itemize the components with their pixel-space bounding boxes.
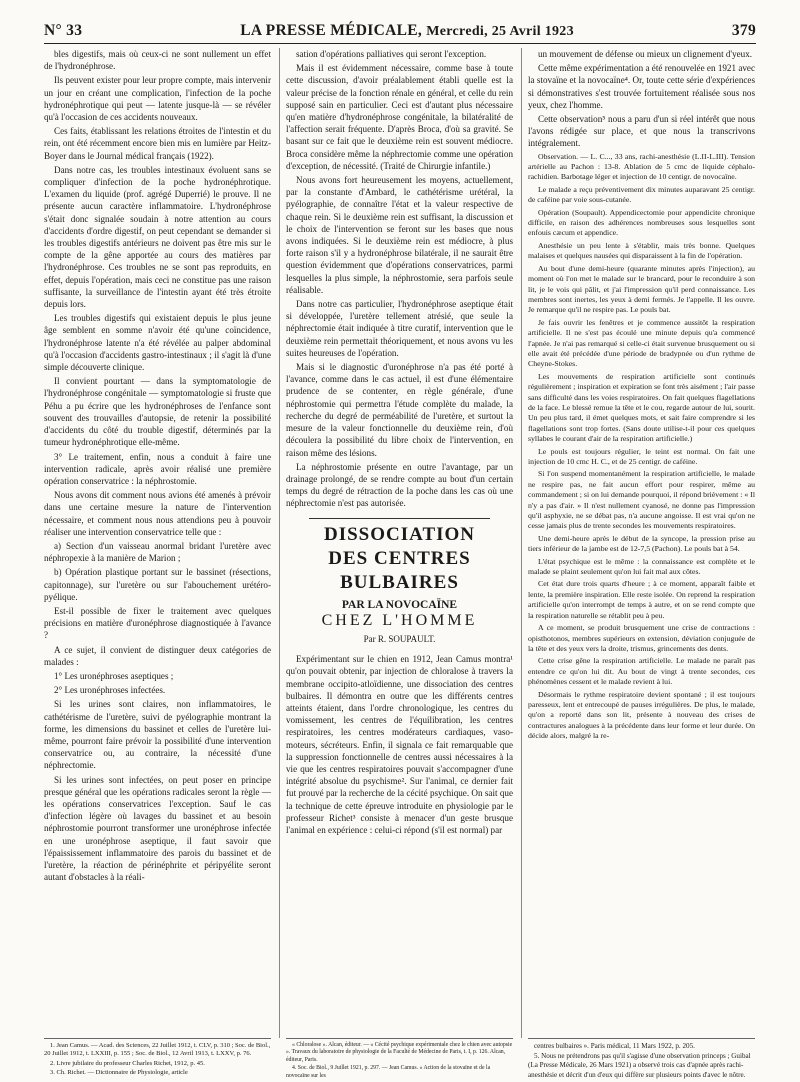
paragraph: Nous avons dit comment nous avions été amenés à prévoir dans une certaine mesure la nature de l'intervention nécessaire, et comment nous nous attendions peu à pouvoir réaliser une intervention conservatrice telle que : xyxy=(44,490,271,537)
paragraph: Cette observation⁵ nous a paru d'un si réel intérêt que nous l'avons rédigée sur place, et que nous la transcrivons intégralement. xyxy=(528,114,755,149)
observation-paragraph: Le malade a reçu préventivement dix minutes auparavant 25 centigr. de caféine par voie sous-cutanée. xyxy=(528,184,755,205)
footnotes-column-3 xyxy=(528,1038,755,1081)
column-2-top xyxy=(286,48,513,510)
paragraph: 3° Le traitement, enfin, nous a conduit à faire une intervention radicale, après avoir réalisé une première opération conservatrice : la néphrostomie. xyxy=(44,451,271,486)
footnote: 5. Nous ne prétendrons pas qu'il s'agisse d'une observation princeps ; Guibal (La Presse Médicale, 26 Mars 1921) a observé trois cas d'apnée après rachi-anesthésie et décrit d'un d'eux qui diffère sur plusieurs points d'avec le nôtre. xyxy=(528,1052,751,1079)
paragraph: Nous avons fort heureusement les moyens, actuellement, par la constante d'Ambard, le cathétérisme urétéral, la pyélographie, de connaître l'état et la valeur respective de chaque rein. Si le deuxième rein est suffisant, la discussion et le choix de l'intervention se feront sur les bases que nous avons indiquées. Si le deuxième rein est médiocre, à plus forte raison s'il y a hydronéphrose bilatérale, il ne saurait être question évidemment que d'opérations conservatrices, parmi lesquelles la plus simple, la néphrostomie, sera parfois seule réalisable. xyxy=(286,175,513,295)
issue-date: Mercredi, 25 Avril 1923 xyxy=(426,24,574,39)
paragraph: Il convient pourtant — dans la symptomatologie de l'hydronéphrose congénitale — symptomatologie si fruste que Péhu a pu écrire que les hydronéphroses de l'enfance sont souvent des trouvailles d'autopsie, de retenir la possibilité d'accidents du côté du trouble digestif, déterminés par la tumeur hydronéphrotique elle-même. xyxy=(44,376,271,448)
observation-paragraph: Le pouls est toujours régulier, le teint est normal. On fait une injection de 10 cmc H. C., et de 25 centigr. de caféine. xyxy=(528,446,755,466)
column-2 xyxy=(286,48,513,838)
heading-rule xyxy=(309,518,491,519)
column-3-text xyxy=(528,48,755,150)
observation-paragraph: Je fais ouvrir les fenêtres et je commence aussitôt la respiration artificielle. Il ne s'est pas écoulé une minute depuis qu'a commencé l'apnée. Je n'ai pas remarqué si celle-ci était survenue brusquement ou si elle avait été précédée d'une période de bradypnée ou d'un rythme de Cheyne-Stokes. xyxy=(528,317,755,369)
observation-paragraph: Les mouvements de respiration artificielle sont continués régulièrement ; inspiration et expiration se font très aisément ; l'air passe sans difficulté dans les voies respiratoires. On fait quelques flagellations de la face. Le blessé remue la tête et le cou, regarde autour de lui, sourit. Un peu plus tard, il émet quelques mots, et sait faire comprendre si les flagellations sont trop fortes. (Sans doute utilise-t-il pour ces quelques syllabes le courant d'air de la respiration artificielle.) xyxy=(528,371,755,444)
paragraph: Si les urines sont infectées, on peut poser en principe presque général que les opérations radicales seront la règle — les opérations conservatrices l'exception. Sauf le cas d'infection légère où lavages du bassinet et au besoin néphrostomie pourront transformer une uronéphrose infectée en une uronéphrose aseptique, il faut savoir que l'épaississement inflammatoire des parois du bassinet et de l'uretère, la réaction de périnéphrite et péripyélite seront autant d'obstacles à la réali- xyxy=(44,774,271,883)
journal-title xyxy=(240,22,574,40)
footnote: 4. Soc. de Biol., 9 Juillet 1921, p. 297. — Jean Camus. « Action de la stovaïne et de la novocaïne sur les xyxy=(286,1065,491,1079)
page-number: 379 xyxy=(731,22,756,39)
observation-paragraph: Cet état dure trois quarts d'heure ; à ce moment, apparaît faible et lente, la première inspiration. Elle reste isolée. On reprend la respiration artificielle qu'on interrompt de temps à autre, et on se rend compte que la respiration naturelle se rétablit peu à peu. xyxy=(528,579,755,620)
paragraph: un mouvement de défense ou mieux un clignement d'yeux. xyxy=(538,49,753,59)
article-author: Par R. SOUPAULT. xyxy=(363,633,436,644)
footnote: 1. Jean Camus. — Acad. des Sciences, 22 Juillet 1912, t. CLV, p. 310 ; Soc. de Biol., 20 Juillet 1912, t. LXXIII, p. 155 ; Soc. de Biol., 12 Avril 1913, t. LXXV, p. 76. xyxy=(44,1042,271,1058)
paragraph: 2° Les uronéphroses infectées. xyxy=(54,685,166,696)
observation-paragraph: Anesthésie un peu lente à s'établir, mais très bonne. Quelques malaises et quelques nausées qui disparaissent à la fin de l'opération. xyxy=(528,240,755,261)
observation-paragraph: Désormais le rythme respiratoire devient spontané ; il est toujours paresseux, lent et entrecoupé de pauses irrégulières. De plus, le malade, qu'on a reporté dans son lit, présente à nouveau des crises de contractures analogues à la précédente dans leur forme et leur durée. On décide alors, malgré la re- xyxy=(528,689,755,741)
article-title-line1: DISSOCIATION xyxy=(323,523,476,545)
paragraph: Dans notre cas particulier, l'hydronéphrose aseptique était si développée, l'uretère tellement atrésié, que seule la néphrectomie était indiquée à titre curatif, intervention que le deuxième rein permettait théoriquement, et nous avons vu les suites heureuses de l'opération. xyxy=(286,299,513,358)
paragraph: bles digestifs, mais où ceux-ci ne sont nullement un effet de l'hydronéphrose. xyxy=(44,49,271,72)
paragraph: La néphrostomie présente en outre l'avantage, par un drainage prolongé, de se rendre compte au bout d'un certain temps du degré de rétraction de la poche dans les cas où une néphrectomie n'est pas autorisée. xyxy=(286,461,513,509)
footnote: 3. Ch. Richet. — Dictionnaire de Physiologie, article xyxy=(50,1069,188,1077)
paragraph: Cette même expérimentation a été renouvelée en 1921 avec la stovaïne et la novocaïne⁴. Or, toute cette série d'expériences si démonstratives s'est trouvée fortuitement réalisée sous nos yeux, chez l'homme. xyxy=(528,63,755,110)
column-rule xyxy=(521,48,522,1038)
paragraph: Dans notre cas, les troubles intestinaux évoluent sans se compliquer d'infection de la poche hydronéphrotique. L'examen du liquide (prof. agrégé Duperrié) le prouve. Il ne présente aucun caractère inflammatoire. L'hydronéphrose s'était donc signalée soudain à notre attention au cours d'accidents d'ordre digestif, on peut cependant se demander si les troubles digestifs antérieurs ne doivent pas être mis sur le compte de la gêne apportée au cours des matières par l'hydronéphrose. Ces troubles ne se sont pas reproduits, en effet, depuis l'opération, mais ceci ne constitue pas une raison suffisante, la surveillance de l'intestin ayant été très étroite depuis lors. xyxy=(44,164,271,310)
paragraph: Est-il possible de fixer le traitement avec quelques précisions en matière d'uronéphrose diagnostiquée à l'avance ? xyxy=(44,605,271,641)
observation-paragraph: Si l'on suspend momentanément la respiration artificielle, le malade ne respire pas, ne fait aucun effort pour respirer, même au commandement ; si on lui demande pourquoi, il répond brièvement : « Il n'y a pas d'air. » Il n'est nullement cyanosé, ne donne pas l'impression qu'il asphyxie, ne se débat pas, n'a aucune angoisse. Il est vrai qu'on ne cesse jamais plus de trente secondes les mouvements respiratoires. xyxy=(528,469,755,531)
article-title-line4: CHEZ L'HOMME xyxy=(321,611,478,629)
page-header xyxy=(44,18,756,44)
paragraph: Les troubles digestifs qui existaient depuis le plus jeune âge semblent en somme n'avoir été qu'une coïncidence, l'hydronéphrose latente n'a été révélée au palper abdominal qu'à l'occasion d'accidents gastro-intestinaux ; il s'agit là d'une simple découverte clinique. xyxy=(44,313,271,373)
paragraph: 1° Les uronéphroses aseptiques ; xyxy=(54,670,174,681)
footnotes-column-2 xyxy=(286,1038,513,1081)
paragraph: Si les urines sont claires, non inflammatoires, le cathétérisme de l'uretère, suivi de pyélographie montrant la forme, les dimensions du bassinet et celles de l'uretère lui-même, pourront faire prévoir la possibilité d'une intervention conservatrice ou, au contraire, la nécessité d'une néphrectomie. xyxy=(44,699,271,771)
paragraph: Expérimentant sur le chien en 1912, Jean Camus montra¹ qu'on pouvait obtenir, par injection de chloralose à travers la membrane occipito-atloïdienne, une dissociation des centres bulbaires. Il démontra en outre que les différents centres atteints étaient, dans l'ordre chronologique, les centres du vomissement, les centres de l'équilibration, les centres respiratoires, les centres modérateurs cardiaques, vaso-moteurs, sécréteurs. Enfin, il signala ce fait remarquable que la suppression fonctionnelle de centres aussi nécessaires à la vie que les centres respiratoires pouvait s'accompagner d'une intégrité absolue du psychisme². Sur l'animal, ce dernier fait fut prouvé par la recherche de la cécité psychique. On sait que la technique de cette épreuve introduite en physiologie par le professeur Richet³ consiste à menacer d'un geste brusque l'animal en expérience : celui-ci répond (s'il est normal) par xyxy=(286,654,513,835)
journal-name: LA PRESSE MÉDICALE, xyxy=(240,22,423,39)
footnotes-column-1 xyxy=(44,1038,271,1079)
observation-text xyxy=(528,152,755,742)
paragraph: a) Section d'un vaisseau anormal bridant l'uretère avec néphropexie à la manière de Marion ; xyxy=(44,540,271,564)
footnote: 2. Livre jubilaire du professeur Charles Richet, 1912, p. 45. xyxy=(50,1059,205,1067)
paragraph: Ces faits, établissant les relations étroites de l'intestin et du rein, ont été récemment encore bien mis en lumière par Heitz-Boyer dans le Journal médical français (1922). xyxy=(44,126,271,161)
issue-number: N° 33 xyxy=(44,22,83,39)
paragraph: sation d'opérations palliatives qui seront l'exception. xyxy=(296,49,487,59)
observation-paragraph: L'état psychique est le même : la connaissance est complète et le malade se plaint seulement qu'on lui fait mal aux côtes. xyxy=(528,556,755,577)
column-rule xyxy=(279,48,280,1038)
paragraph: Mais il est évidemment nécessaire, comme base à toute cette discussion, d'avoir préalablement établi quelle est la valeur précise de la fonction rénale en général, et celle du rein supposé sain en particulier. Ceci est d'autant plus nécessaire qu'en matière d'hydronéphrose congénitale, la bilatéralité de l'affection serait fréquente. D'après Broca, d'où sa gravité. Se basant sur ce fait que le deuxième rein est souvent médiocre. Broca considère même la néphrectomie comme une opération d'exception, de nécessité. (Traité de Chirurgie infantile.) xyxy=(286,63,513,171)
paragraph: Mais si le diagnostic d'uronéphrose n'a pas été porté à l'avance, comme dans le cas actuel, il est d'une élémentaire prudence de se contenter, en règle générale, d'une néphrostomie qui permettra l'étude complète du malade, la recherche du degré de perméabilité de l'uretère, et surtout la mesure de la valeur fonctionnelle du deuxième rein, d'où découlera la possibilité du libre choix de l'intervention, en raison même des lésions. xyxy=(286,362,513,458)
observation-paragraph: Opération (Soupault). Appendicectomie pour appendicite chronique difficile, en raison des adhérences nombreuses sous lesquelles sont enfouis cæcum et appendice. xyxy=(528,207,755,238)
observation-paragraph: A ce moment, se produit brusquement une crise de contractions : opisthotonos, membres supérieurs en extension, déviation conjuguée de la tête et des yeux vers la droite, trismus, grincements des dents. xyxy=(528,623,755,653)
footnote: centres bulbaires ». Paris médical, 11 Mars 1922, p. 205. xyxy=(534,1042,695,1050)
article-title-line3: PAR LA NOVOCAÏNE xyxy=(341,598,458,611)
footnote: « Chloralose ». Alcan, éditeur. — « Cécité psychique expérimentale chez le chien avec autopsie ». Travaux du laboratoire de physiologie de la Faculté de Médecine de Paris, t. I, p. 126. Alcan, éditeur, Paris. xyxy=(286,1042,513,1063)
observation-paragraph: Cette crise gêne la respiration artificielle. Le malade ne paraît pas entendre ce qu'on lui dit. Au bout de vingt à trente secondes, ces phénomènes cessent et le malade revient à lui. xyxy=(528,656,755,687)
column-2-bottom xyxy=(286,653,513,836)
observation-paragraph: Observation. — L. C..., 33 ans, rachi-anesthésie (L.II-L.III). Tension artérielle au Pachon : 13-8. Ablation de 5 cmc de liquide céphalo-rachidien. Barbotage léger et injection de 10 centigr. de novocaïne. xyxy=(528,151,755,182)
paragraph: Ils peuvent exister pour leur propre compte, mais intervenir un jour en créant une complication, l'infection de la poche hydronéphrotique qui peut — latente jusque-là — se révéler qu'à l'occasion de ces accidents nouveaux. xyxy=(44,75,271,123)
column-3 xyxy=(528,48,755,744)
paragraph: b) Opération plastique portant sur le bassinet (résections, capitonnage), sur l'uretère ou sur l'abouchement urétéro-pyélique. xyxy=(44,567,271,602)
observation-paragraph: Au bout d'une demi-heure (quarante minutes après l'injection), au moment où l'on met le malade sur le brancard, pour le reconduire à son lit, je le vois qui pâlit, et j'ai l'impression qu'il perd connaissance. Les membres sont inertes, les yeux à demi fermés. Je l'appelle. Il les ouvre. Je remarque qu'il ne respire pas. Le pouls bat. xyxy=(528,263,755,315)
column-1 xyxy=(44,48,271,885)
article-title-line2: DES CENTRES BULBAIRES xyxy=(328,547,471,593)
observation-paragraph: Une demi-heure après le début de la syncope, la pression prise au tiers inférieur de la jambe est de 12-7,5 (Pachon). Le pouls bat à 54. xyxy=(528,533,755,554)
article-heading xyxy=(286,518,513,646)
paragraph: A ce sujet, il convient de distinguer deux catégories de malades : xyxy=(44,644,271,667)
